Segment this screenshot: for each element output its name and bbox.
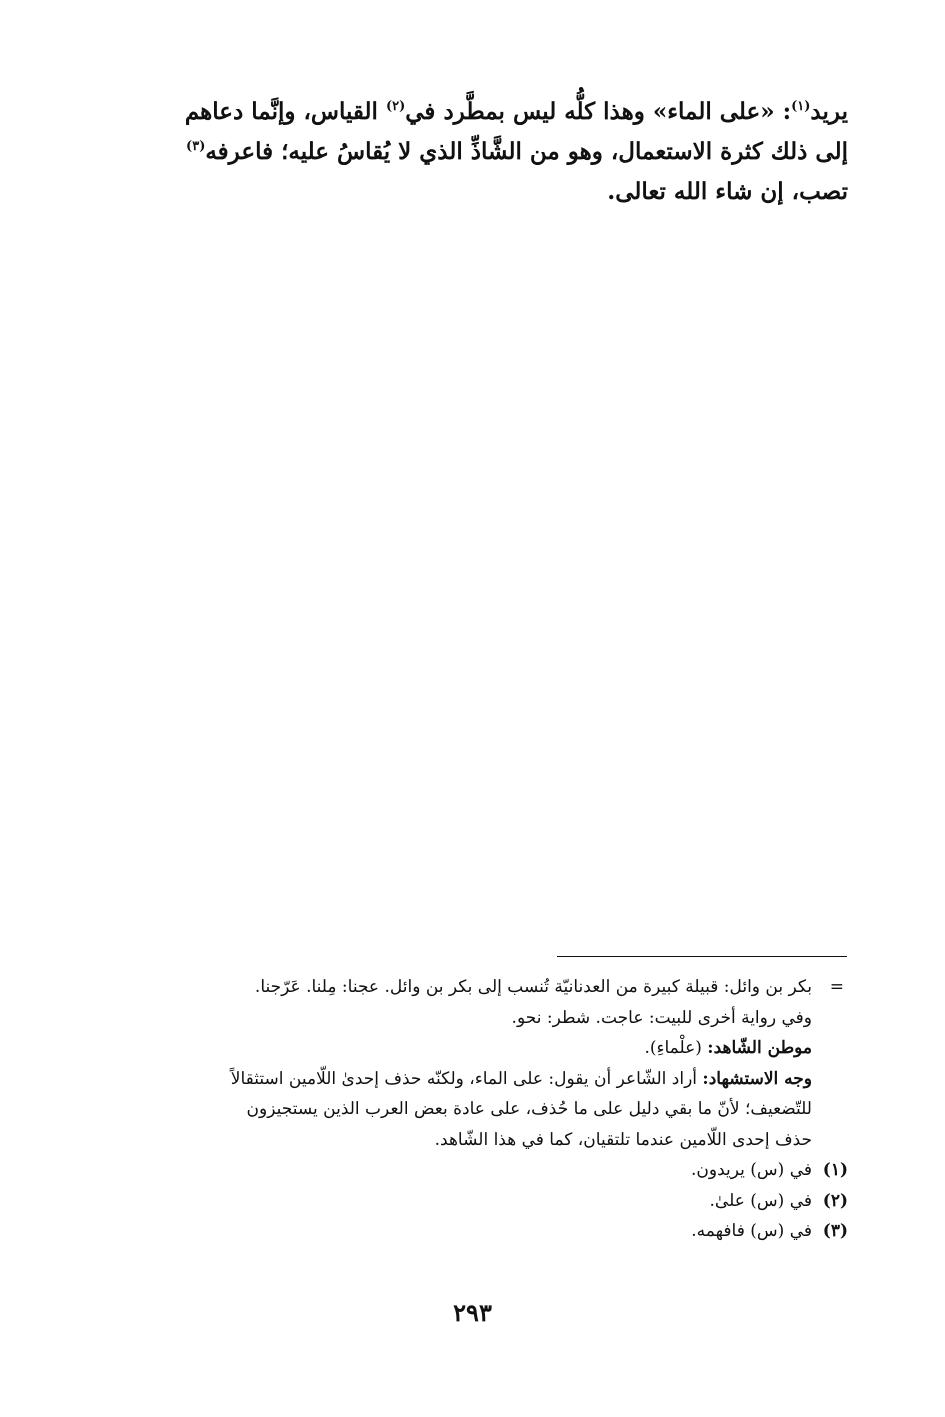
footnote-ref-2[interactable]: (٢) [385, 99, 406, 114]
footnote-text: بكر بن وائل: قبيلة كبيرة من العدنانيّة تُنسب إلى بكر بن وائل. عجنا: مِلنا. عَرّجنا. [254, 977, 812, 997]
page-number: ٢٩٣ [453, 1298, 492, 1327]
footnote-continuation-line [100, 972, 852, 1003]
footnote-text: في (س) فافهمه. [691, 1221, 812, 1241]
footnote-istishhad-line [100, 1064, 852, 1095]
istishhad-label: وجه الاستشهاد: [702, 1068, 812, 1089]
footnote-number: (١) [822, 1160, 848, 1180]
footnote-continuation-line: وفي رواية أخرى للبيت: عاجت. شطر: نحو. [511, 1007, 812, 1028]
footnote-ref-3[interactable]: (٣) [186, 139, 206, 154]
shahid-text: (علْماءِ). [644, 1038, 708, 1058]
footnote-separator [557, 956, 847, 957]
footnote-text: في (س) يريدون. [691, 1160, 812, 1180]
main-text-segment: يريد [810, 98, 848, 125]
footnote-1 [100, 1155, 852, 1186]
footnote-number: (٣) [822, 1221, 848, 1241]
footnotes-block [100, 972, 852, 1247]
continuation-mark: = [829, 977, 844, 997]
footnote-2 [100, 1186, 852, 1217]
footnote-3 [100, 1216, 852, 1247]
main-text-segment: إلى ذلك كثرة الاستعمال، وهو من الشَّاذِّ الذي لا يُقاسُ عليه؛ فاعرفه [205, 138, 848, 165]
shahid-label: موطن الشّاهد: [707, 1038, 812, 1058]
istishhad-text: أراد الشّاعر أن يقول: على الماء، ولكنّه حذف إحدىٰ اللّامين استثقالاً [230, 1068, 703, 1089]
footnote-ref-1[interactable]: (١) [791, 99, 811, 114]
footnote-istishhad-line: حذف إحدى اللّامين عندما تلتقيان، كما في هذا الشّاهد. [434, 1129, 812, 1150]
footnote-number: (٢) [822, 1190, 848, 1211]
footnote-istishhad-line: للتّضعيف؛ لأنّ ما بقي دليل على ما حُذف، على عادة بعض العرب الذين يستجيزون [246, 1099, 812, 1119]
footnote-text: في (س) علىٰ. [709, 1190, 812, 1211]
main-text-line: تصب، إن شاء الله تعالى. [607, 178, 848, 205]
main-text-line [100, 132, 848, 172]
main-text-segment: القياس، وإنَّما دعاهم [184, 98, 386, 125]
main-text-block [100, 92, 848, 212]
main-text-segment: : «على الماء» وهذا كلُّه ليس بمطَّرد في [405, 98, 792, 125]
footnote-shahid-line [100, 1033, 852, 1064]
main-text-line [100, 92, 848, 132]
